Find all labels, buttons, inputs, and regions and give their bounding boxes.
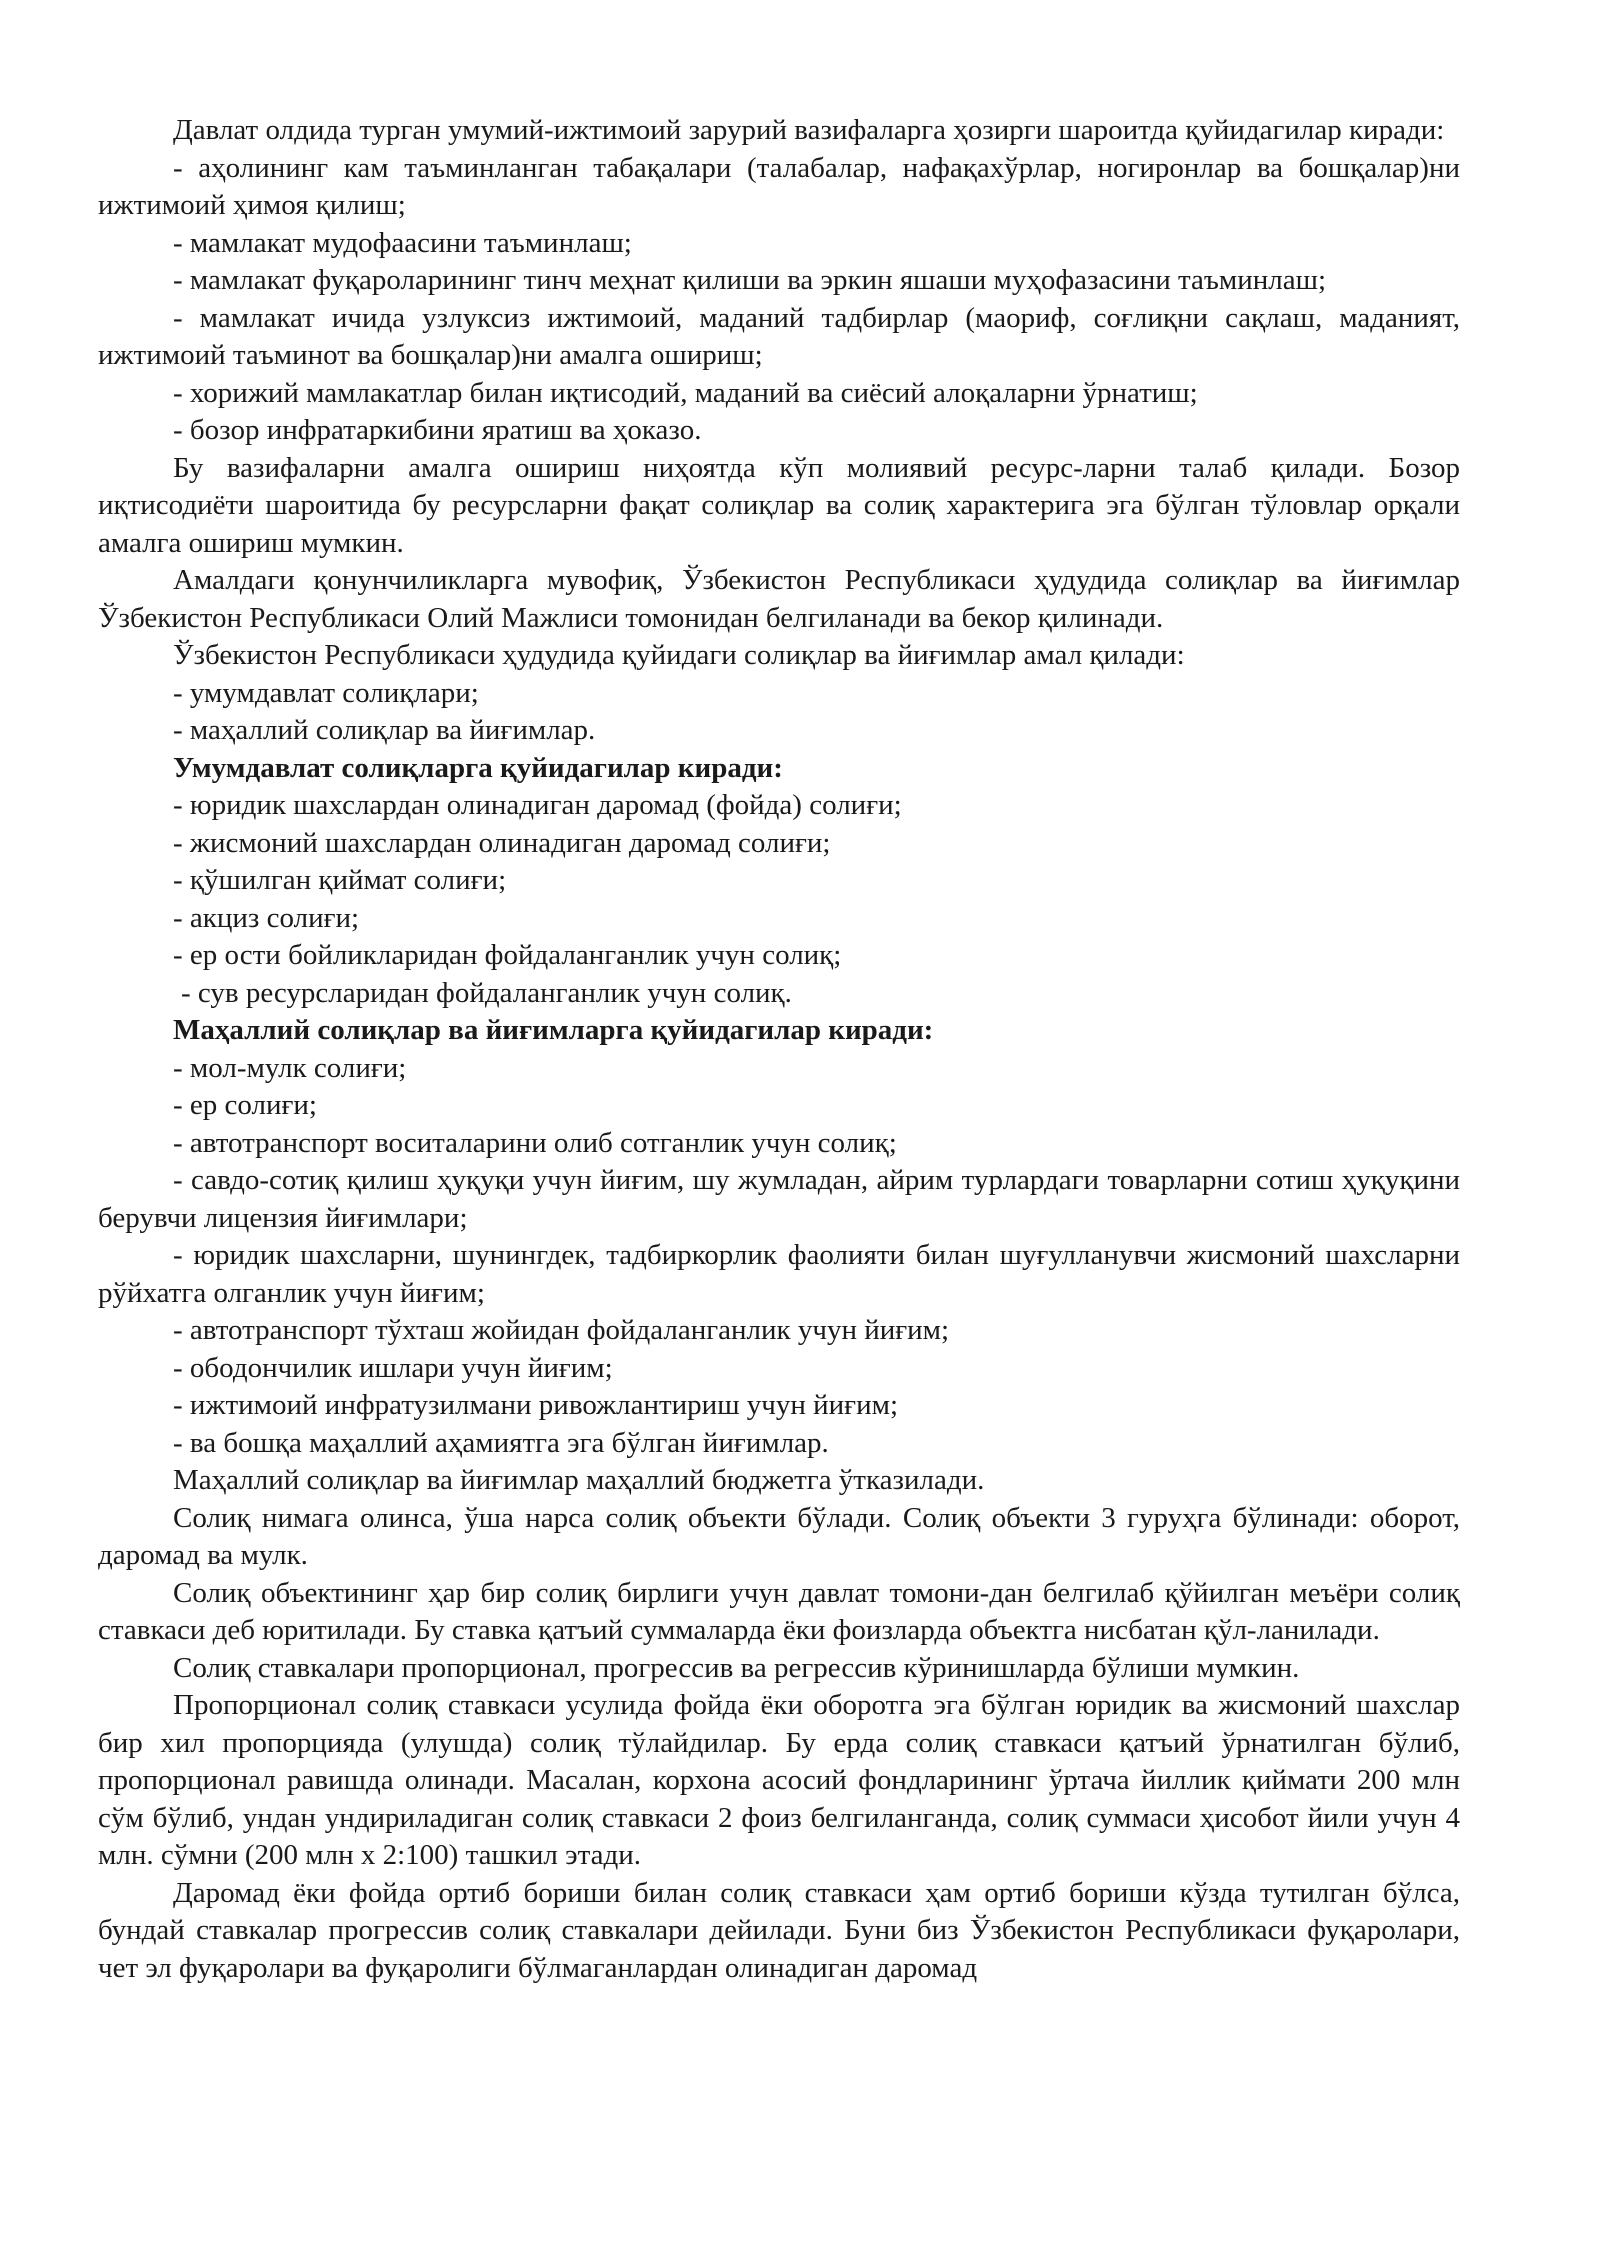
local-budget-paragraph: Маҳаллий солиқлар ва йиғимлар маҳаллий бюджетга ўтказилади. — [173, 1464, 985, 1496]
national-tax-item-6-text: - сув ресурсларидан фойдаланганлик учун солиқ. — [181, 976, 792, 1009]
national-tax-item-5: - ер ости бойликларидан фойдаланганлик учун солиқ; — [173, 939, 842, 971]
local-tax-item-4: - савдо-сотиқ қилиш ҳуқуқи учун йиғим, шу жумладан, айрим турлардаги товарларни сотиш ҳуқуқини берувчи лицензия йиғимлари; — [98, 1164, 1460, 1234]
task-item-6: - бозор инфратаркибини яратиш ва ҳоказо. — [173, 414, 702, 446]
types-paragraph: Ўзбекистон Республикаси ҳудудида қуйидаги солиқлар ва йиғимлар амал қилади: — [173, 639, 1185, 671]
local-tax-item-9: - ва бошқа маҳаллий аҳамиятга эга бўлган йиғимлар. — [173, 1426, 829, 1459]
local-tax-item-7: - ободончилик ишлари учун йиғим; — [173, 1351, 613, 1384]
local-tax-item-6: - автотранспорт тўхташ жойидан фойдаланганлик учун йиғим; — [173, 1314, 950, 1346]
task-item-3: - мамлакат фуқароларининг тинч меҳнат қилиши ва эркин яшаши муҳофазасини таъминлаш; — [173, 264, 1327, 296]
local-tax-item-5: - юридик шахсларни, шунингдек, тадбиркорлик фаолияти билан шуғулланувчи жисмоний шахсларни рўйхатга олганлик учун йиғим; — [98, 1239, 1460, 1309]
local-tax-item-2: - ер солиғи; — [173, 1089, 317, 1121]
national-tax-item-1: - юридик шахслардан олинадиган даромад (фойда) солиғи; — [173, 789, 902, 821]
proportional-paragraph: Пропорционал солиқ ставкаси усулида фойда ёки оборотга эга бўлган юридик ва жисмоний шахслар бир хил пропорцияда (улушда) солиқ тўлайдилар. Бу ерда солиқ ставкаси қатъий ўрнатилган бўлиб, пропорционал равишда олинади. Масалан, корхона асосий фондларининг ўртача йиллик қиймати 200 млн сўм бўлиб, ундан ундириладиган солиқ ставкаси 2 фоиз белгиланганда, солиқ суммаси ҳисобот йили учун 4 млн. сўмни (200 млн х 2:100) ташкил этади. — [98, 1689, 1460, 1871]
local-tax-item-3: - автотранспорт воситаларини олиб сотганлик учун солиқ; — [173, 1126, 897, 1159]
task-item-5: - хорижий мамлакатлар билан иқтисодий, маданий ва сиёсий алоқаларни ўрнатиш; — [173, 376, 1198, 409]
national-taxes-heading: Умумдавлат солиқларга қуйидагилар киради: — [173, 751, 783, 784]
local-tax-item-1: - мол-мулк солиғи; — [173, 1051, 407, 1084]
local-taxes-heading: Маҳаллий солиқлар ва йиғимларга қуйидагилар киради: — [173, 1014, 934, 1046]
tax-rate-paragraph: Солиқ объектининг ҳар бир солиқ бирлиги учун давлат томони-дан белгилаб қўйилган меъёри солиқ ставкаси деб юритилади. Бу ставка қатъий суммаларда ёки фоизларда объектга нисбатан қўл-ланилади. — [98, 1576, 1460, 1646]
progressive-paragraph: Даромад ёки фойда ортиб бориши билан солиқ ставкаси ҳам ортиб бориши кўзда тутилган бўлса, бундай ставкалар прогрессив солиқ ставкалари дейилади. Буни биз Ўзбекистон Республикаси фуқаролари, чет эл фуқаролари ва фуқаролиги бўлмаганлардан олинадиган даромад — [98, 1876, 1460, 1984]
national-tax-item-3: - қўшилган қиймат солиғи; — [173, 864, 507, 896]
task-item-2: - мамлакат мудофаасини таъминлаш; — [173, 226, 632, 259]
national-tax-item-2: - жисмоний шахслардан олинадиган даромад солиғи; — [173, 826, 831, 859]
law-paragraph: Амалдаги қонунчиликларга мувофиқ, Ўзбекистон Республикаси ҳудудида солиқлар ва йиғимлар Ўзбекистон Республикаси Олий Мажлиси томонидан белгиланади ва бекор қилинади. — [98, 564, 1460, 634]
local-tax-item-8: - ижтимоий инфратузилмани ривожлантириш учун йиғим; — [173, 1389, 898, 1421]
task-item-4: - мамлакат ичида узлуксиз ижтимоий, маданий тадбирлар (маориф, соғлиқни сақлаш, маданият, ижтимоий таъминот ва бошқалар)ни амалга ошириш; — [98, 301, 1460, 371]
national-tax-item-4: - акциз солиғи; — [173, 901, 360, 934]
rate-types-paragraph: Солиқ ставкалари пропорционал, прогрессив ва регрессив кўринишларда бўлиши мумкин. — [173, 1651, 1300, 1684]
task-item-1: - аҳолининг кам таъминланган табақалари (талабалар, нафақахўрлар, ногиронлар ва бошқалар)ни ижтимоий ҳимоя қилиш; — [98, 151, 1460, 221]
type-item-2: - маҳаллий солиқлар ва йиғимлар. — [173, 714, 596, 746]
type-item-1: - умумдавлат солиқлари; — [173, 676, 479, 709]
tax-object-paragraph: Солиқ нимага олинса, ўша нарса солиқ объекти бўлади. Солиқ объекти 3 гуруҳга бўлинади: оборот, даромад ва мулк. — [98, 1501, 1460, 1571]
resources-paragraph: Бу вазифаларни амалга ошириш ниҳоятда кўп молиявий ресурс-ларни талаб қилади. Бозор иқтисодиёти шароитида бу ресурсларни фақат солиқлар ва солиқ характерига эга бўлган тўловлар орқали амалга ошириш мумкин. — [98, 451, 1460, 559]
national-tax-item-6 — [98, 975, 1460, 1013]
intro-paragraph: Давлат олдида турган умумий-ижтимоий зарурий вазифаларга ҳозирги шароитда қуйидагилар киради: — [173, 114, 1445, 146]
